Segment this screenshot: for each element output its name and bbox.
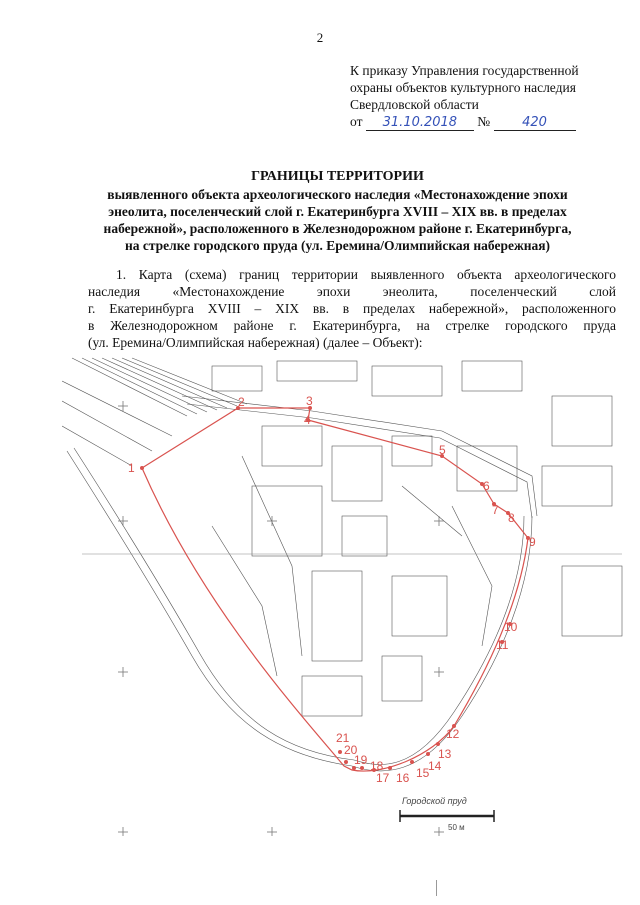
map-base-lines	[62, 358, 622, 771]
point-20	[344, 760, 348, 764]
point-16	[388, 766, 392, 770]
number-sign: №	[477, 114, 491, 129]
label-17: 17	[376, 771, 390, 785]
approval-line-3: Свердловской области	[350, 97, 479, 112]
label-6: 6	[483, 479, 490, 493]
scale-bar	[400, 810, 494, 822]
label-8: 8	[508, 511, 515, 525]
label-10: 10	[504, 620, 518, 634]
para-line-4: в Железнодорожном районе г. Екатеринбурга, на стрелке городского пруда	[88, 318, 616, 333]
label-18: 18	[370, 759, 384, 773]
label-20: 20	[344, 743, 358, 757]
date-prefix: от	[350, 114, 363, 129]
label-21: 21	[336, 731, 350, 745]
label-15: 15	[416, 766, 430, 780]
para-line-5: (ул. Еремина/Олимпийская набережная) (далее – Объект):	[88, 335, 423, 350]
label-1: 1	[128, 461, 135, 475]
approval-line-1: К приказу Управления государственной	[350, 63, 579, 78]
para-line-1: 1. Карта (схема) границ территории выявленного объекта археологического	[116, 267, 616, 282]
title-line-3: набережной», расположенного в Железнодорожном районе г. Екатеринбурга,	[103, 221, 572, 236]
label-5: 5	[439, 443, 446, 457]
title-main: ГРАНИЦЫ ТЕРРИТОРИИ	[251, 169, 424, 184]
date-field	[366, 114, 474, 131]
label-12: 12	[446, 727, 460, 741]
point-15	[410, 760, 414, 764]
label-11: 11	[496, 638, 509, 652]
para-line-2: наследия «Местонахождение эпохи энеолита, поселенческий слой	[88, 284, 616, 299]
point-14	[426, 752, 430, 756]
number-field	[494, 114, 576, 131]
label-7: 7	[492, 503, 499, 517]
page-number: 2	[316, 30, 324, 45]
approval-block	[350, 62, 630, 113]
label-14: 14	[428, 759, 442, 773]
territory-boundary	[142, 408, 528, 771]
title-line-2: энеолита, поселенческий слой г. Екатеринбурга XVIII – XIX вв. в пределах	[108, 204, 567, 219]
handwritten-number: 420	[522, 115, 547, 130]
document-title	[60, 168, 615, 254]
point-13	[436, 742, 440, 746]
title-line-1: выявленного объекта археологического наследия «Местонахождение эпохи	[107, 187, 568, 202]
label-19: 19	[354, 753, 368, 767]
order-date-number	[350, 114, 576, 131]
para-line-3: г. Екатеринбурга XVIII – XIX вв. в пределах набережной», расположенного	[88, 301, 616, 316]
approval-line-2: охраны объектов культурного наследия	[350, 80, 576, 95]
point-21	[338, 750, 342, 754]
label-2: 2	[238, 395, 245, 409]
label-16: 16	[396, 771, 410, 785]
point-1	[140, 466, 144, 470]
paragraph-1	[88, 266, 616, 351]
scale-label: 50 м	[448, 823, 465, 832]
handwritten-date: 31.10.2018	[382, 115, 458, 130]
boundary-points	[140, 406, 530, 772]
page-edge-mark	[436, 880, 437, 896]
territory-map	[62, 356, 634, 836]
map-svg	[62, 356, 634, 836]
label-3: 3	[306, 394, 313, 408]
title-line-4: на стрелке городского пруда (ул. Еремина/Олимпийская набережная)	[124, 238, 551, 253]
label-4: 4	[304, 413, 311, 427]
label-13: 13	[438, 747, 452, 761]
pond-label: Городской пруд	[402, 796, 467, 806]
label-9: 9	[529, 535, 536, 549]
